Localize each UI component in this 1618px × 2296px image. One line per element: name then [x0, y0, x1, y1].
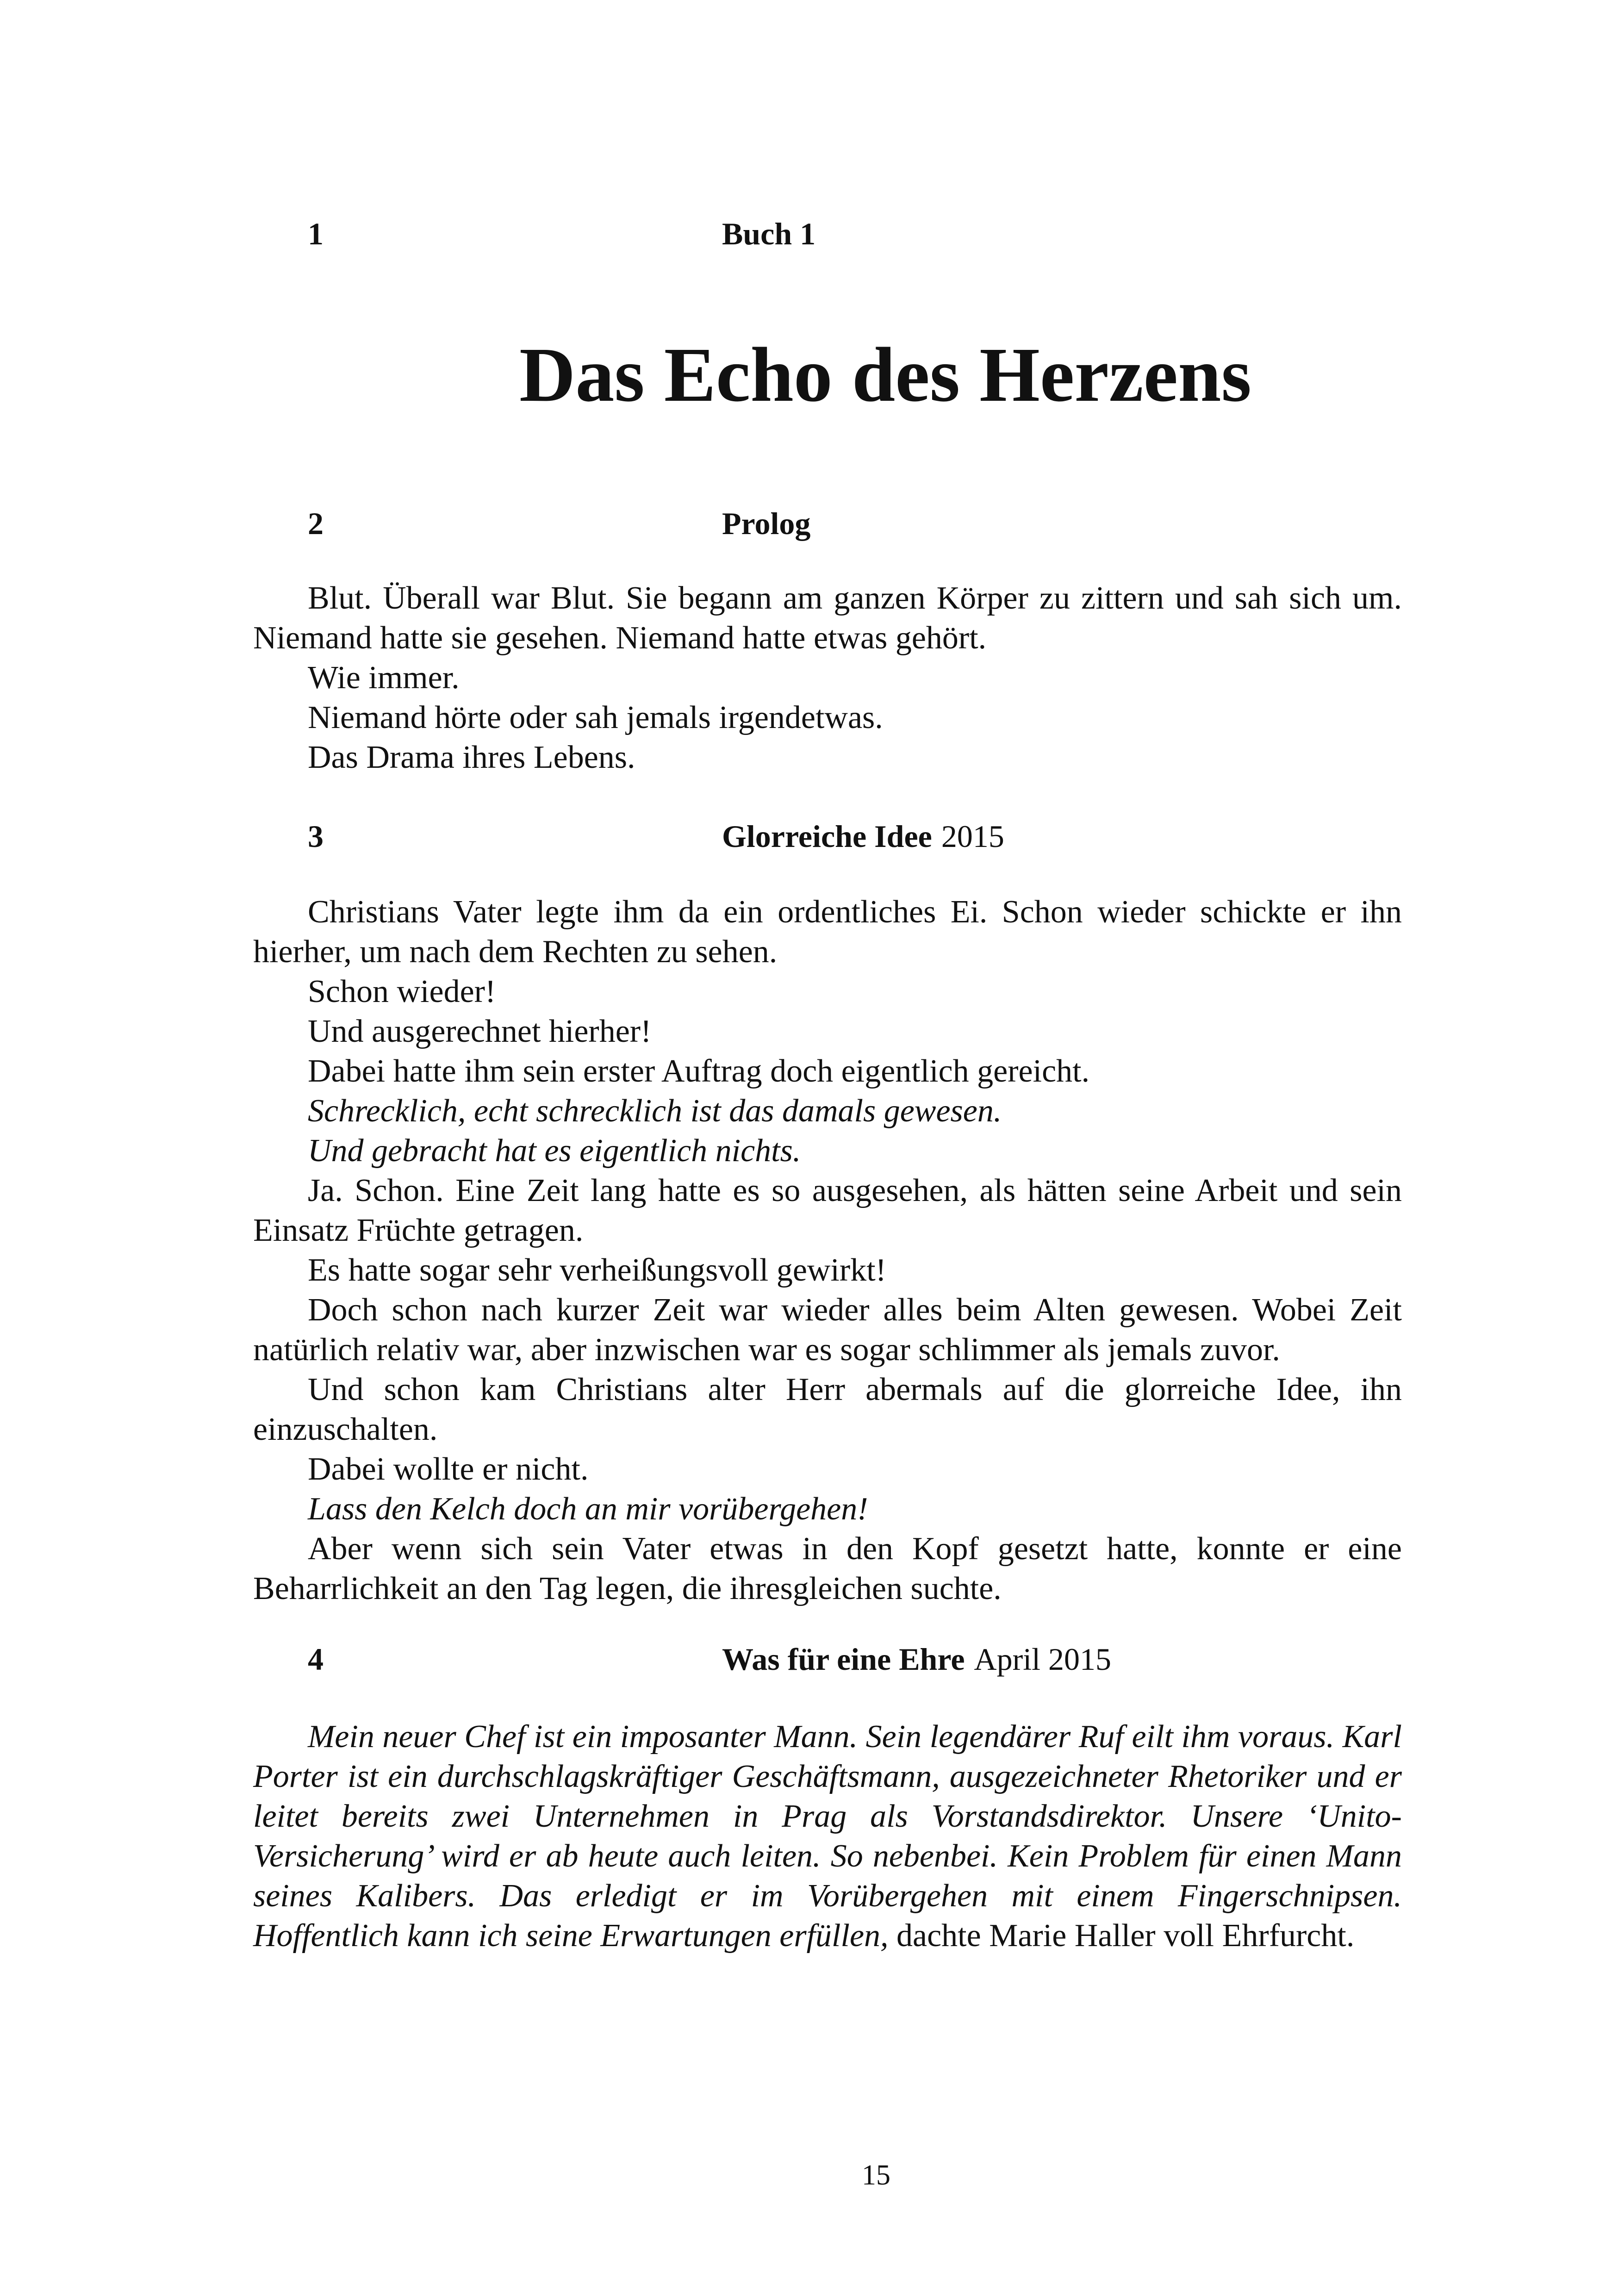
section-title: Glorreiche Idee 2015 [722, 819, 1004, 854]
book-title: Das Echo des Herzens [519, 332, 1251, 418]
section-title: Was für eine Ehre April 2015 [722, 1642, 1112, 1677]
paragraph: Und ausgerechnet hierher! [308, 1014, 652, 1049]
section-number: 3 [308, 819, 324, 854]
paragraph: Wie immer. [308, 660, 460, 696]
page-number: 15 [862, 2159, 890, 2191]
paragraph: Niemand hörte oder sah jemals irgendetwas. [308, 700, 883, 735]
paragraph: Blut. Überall war Blut. Sie begann am ganzen Körper zu zittern und sah sich um. Niemand hatte sie gesehen. Niemand hatte etwas gehört. [253, 580, 1402, 656]
paragraph-italic: Schrecklich, echt schrecklich ist das damals gewesen. [308, 1093, 1002, 1129]
paragraph: Doch schon nach kurzer Zeit war wieder alles beim Alten gewesen. Wobei Zeit natürlich relativ war, aber inzwischen war es sogar schlimmer als jemals zuvor. [253, 1292, 1402, 1368]
section-heading-glorreiche-idee [308, 815, 1400, 857]
paragraph: Schon wieder! [308, 974, 496, 1009]
book-number: 1 [308, 216, 324, 251]
paragraph: Das Drama ihres Lebens. [308, 740, 635, 775]
section-date: 2015 [941, 819, 1004, 854]
section-title: Prolog [722, 506, 811, 541]
narration: dachte Marie Haller voll Ehrfurcht. [888, 1918, 1355, 1954]
book-heading [308, 213, 1400, 255]
section-date: April 2015 [974, 1642, 1112, 1677]
paragraph: Dabei hatte ihm sein erster Auftrag doch eigentlich gereicht. [308, 1053, 1090, 1089]
paragraph [253, 1717, 1402, 1956]
book-label: Buch 1 [722, 216, 816, 251]
paragraph: Aber wenn sich sein Vater etwas in den Kopf gesetzt hatte, konnte er eine Beharrlichkeit an den Tag legen, die ihresgleichen suchte. [253, 1531, 1402, 1606]
section-number: 2 [308, 506, 324, 541]
glorreiche-idee-text [253, 892, 1402, 1609]
section-heading-prolog [308, 503, 1400, 544]
paragraph: Ja. Schon. Eine Zeit lang hatte es so ausgesehen, als hätten seine Arbeit und sein Einsatz Früchte getragen. [253, 1173, 1402, 1248]
paragraph: Christians Vater legte ihm da ein ordentliches Ei. Schon wieder schickte er ihn hierher, um nach dem Rechten zu sehen. [253, 894, 1402, 970]
prolog-text [253, 579, 1402, 778]
section-number: 4 [308, 1642, 324, 1677]
paragraph-italic: Und gebracht hat es eigentlich nichts. [308, 1133, 801, 1169]
paragraph: Dabei wollte er nicht. [308, 1451, 589, 1487]
inner-thought: Mein neuer Chef ist ein imposanter Mann. Sein legendärer Ruf eilt ihm voraus. Karl Porter ist ein durchschlagskräftiger Geschäftsmann, ausgezeichneter Rhetoriker und er leitet bereits zwei Unternehmen in Prag als Vorstandsdirektor. Unsere ‘Unito-Versicherung’ wird er ab heute auch leiten. So nebenbei. Kein Problem für einen Mann seines Kalibers. Das erledigt er im Vorübergehen mit einem Fingerschnipsen. Hoffentlich kann ich seine Erwartungen erfüllen, [253, 1719, 1402, 1954]
paragraph: Und schon kam Christians alter Herr abermals auf die glorreiche Idee, ihn einzuschalten. [253, 1372, 1402, 1447]
paragraph: Es hatte sogar sehr verheißungsvoll gewirkt! [308, 1252, 886, 1288]
paragraph-italic: Lass den Kelch doch an mir vorübergehen! [308, 1491, 868, 1527]
section-heading-was-fuer-eine-ehre [308, 1638, 1400, 1680]
was-fuer-eine-ehre-text [253, 1717, 1402, 1956]
